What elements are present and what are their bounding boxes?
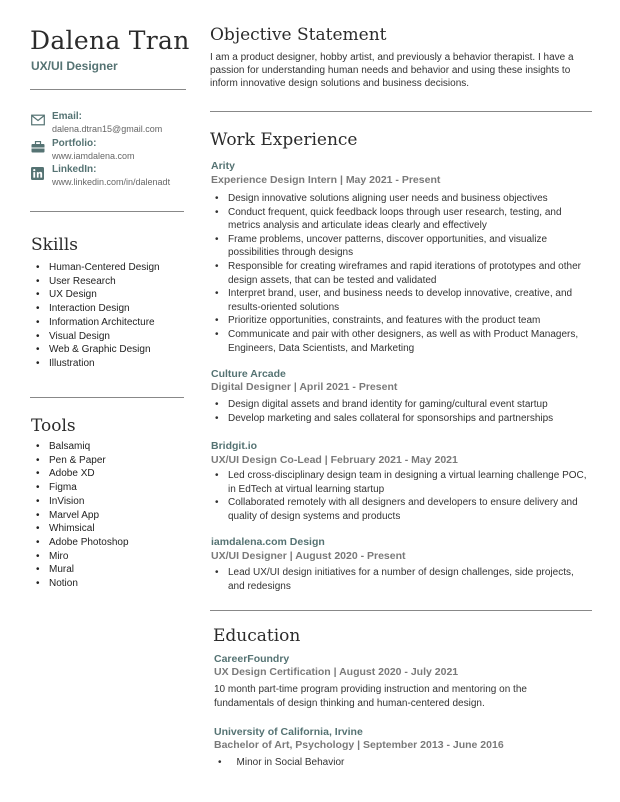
job-title: UX/UI Designer — [31, 59, 118, 73]
list-item: • User Research — [31, 275, 160, 289]
tools-heading: Tools — [31, 416, 76, 436]
job-role: UX/UI Design Co-Lead | February 2021 - May 2021 — [211, 454, 458, 466]
list-item: • Figma — [31, 481, 129, 495]
degree-line: UX Design Certification | August 2020 - July 2021 — [214, 666, 459, 678]
list-item: • Mural — [31, 563, 129, 577]
list-item: • Balsamiq — [31, 440, 129, 454]
email-label: Email: — [52, 111, 83, 122]
list-item: • Led cross-disciplinary design team in designing a virtual learning challenge POC, in EdTech at virtual learning startup — [211, 469, 591, 496]
objective-heading: Objective Statement — [210, 25, 387, 45]
portfolio-label: Portfolio: — [52, 138, 97, 149]
job-bullets — [211, 398, 591, 425]
school-description: 10 month part-time program providing instruction and mentoring on the fundamentals of design thinking and human-centered design. — [214, 684, 527, 709]
job-role: UX/UI Designer | August 2020 - Present — [211, 550, 406, 562]
linkedin-label: LinkedIn: — [52, 164, 97, 175]
list-item: • Adobe Photoshop — [31, 536, 129, 550]
divider — [210, 610, 592, 611]
degree-line: Bachelor of Art, Psychology | September 2013 - June 2016 — [214, 739, 504, 751]
job-organization: Culture Arcade — [211, 368, 286, 380]
job-bullets — [211, 469, 591, 523]
school-name: CareerFoundry — [214, 653, 290, 665]
list-item: • Design innovative solutions aligning user needs and business objectives — [211, 192, 591, 206]
portfolio-value[interactable]: www.iamdalena.com — [52, 151, 135, 161]
list-item: • Communicate and pair with other designers, as well as with Product Managers, Engineers, Data Scientists, and Marketing — [211, 328, 591, 355]
list-item: • Adobe XD — [31, 467, 129, 481]
list-item: • Information Architecture — [31, 316, 160, 330]
list-item: • Frame problems, uncover patterns, discover opportunities, and visualize possibilities through designs — [211, 233, 591, 260]
email-value[interactable]: dalena.dtran15@gmail.com — [52, 124, 163, 134]
briefcase-icon — [31, 141, 45, 153]
list-item: • Responsible for creating wireframes and rapid iterations of prototypes and other design assets, that can be tested and validated — [211, 260, 591, 287]
minor-text: Minor in Social Behavior — [236, 757, 345, 768]
list-item: • Marvel App — [31, 509, 129, 523]
divider — [210, 111, 592, 112]
list-item: • Notion — [31, 577, 129, 591]
list-item: • Miro — [31, 550, 129, 564]
list-item: • Interpret brand, user, and business needs to develop innovative, creative, and results-oriented solutions — [211, 287, 591, 314]
list-item: • Web & Graphic Design — [31, 343, 160, 357]
list-item: • InVision — [31, 495, 129, 509]
list-item: • UX Design — [31, 288, 160, 302]
person-name: Dalena Tran — [30, 26, 190, 55]
skills-heading: Skills — [31, 235, 78, 255]
education-heading: Education — [213, 626, 301, 646]
envelope-icon — [31, 114, 45, 126]
tools-list — [31, 440, 129, 591]
list-item: • Conduct frequent, quick feedback loops through user research, testing, and metrics analysis and articulate ideas clearly and effectively — [211, 206, 591, 233]
bullet-dot: • — [218, 757, 222, 768]
divider — [30, 397, 184, 398]
skills-list — [31, 261, 160, 371]
school-name: University of California, Irvine — [214, 726, 363, 738]
work-heading: Work Experience — [210, 130, 358, 150]
list-item: • Pen & Paper — [31, 454, 129, 468]
linkedin-value[interactable]: www.linkedin.com/in/dalenadt — [52, 177, 171, 187]
list-item: • Visual Design — [31, 330, 160, 344]
list-item: • Human-Centered Design — [31, 261, 160, 275]
list-item: • Whimsical — [31, 522, 129, 536]
list-item: • Illustration — [31, 357, 160, 371]
job-organization: Arity — [211, 160, 235, 172]
list-item: • Interaction Design — [31, 302, 160, 316]
list-item: • Prioritize opportunities, constraints, and features with the product team — [211, 314, 591, 328]
job-role: Experience Design Intern | May 2021 - Present — [211, 174, 441, 186]
job-bullets — [211, 566, 591, 593]
job-organization: iamdalena.com Design — [211, 536, 325, 548]
job-bullets — [211, 192, 591, 355]
list-item: • Collaborated remotely with all designers and developers to ensure delivery and quality of design systems and products — [211, 496, 591, 523]
divider — [30, 89, 186, 90]
linkedin-icon — [31, 167, 44, 180]
divider — [30, 211, 184, 212]
list-item: • Develop marketing and sales collateral for sponsorships and partnerships — [211, 412, 591, 426]
job-role: Digital Designer | April 2021 - Present — [211, 381, 398, 393]
job-organization: Bridgit.io — [211, 440, 258, 452]
list-item: • Lead UX/UI design initiatives for a number of design challenges, side projects, and redesigns — [211, 566, 591, 593]
list-item — [218, 757, 344, 768]
list-item: • Design digital assets and brand identity for gaming/cultural event startup — [211, 398, 591, 412]
objective-text: I am a product designer, hobby artist, and previously a behavior therapist. I have a passion for understanding human needs and behavior and using these insights to inform innovative design solutions and business decisions. — [210, 52, 574, 89]
